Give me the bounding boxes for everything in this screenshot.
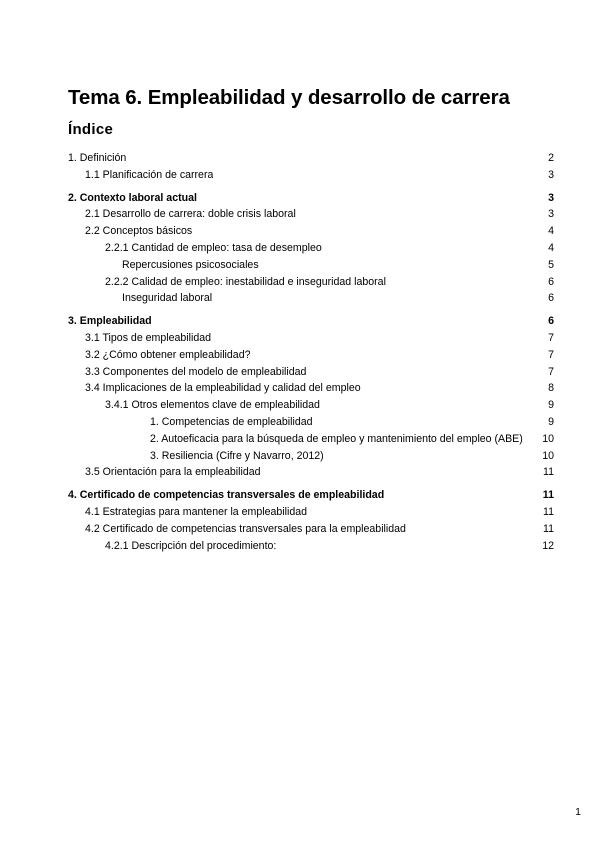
toc-entry[interactable] <box>68 538 554 555</box>
toc-entry-label[interactable]: 1. Definición <box>68 152 127 164</box>
toc-entry-page-number[interactable]: 7 <box>548 365 554 378</box>
toc-entry-label[interactable]: 3. Resiliencia (Cifre y Navarro, 2012) <box>150 449 324 462</box>
toc-entry-label[interactable]: 3.4.1 Otros elementos clave de empleabilidad <box>105 399 320 412</box>
toc-entry[interactable] <box>68 380 554 397</box>
toc-entry[interactable] <box>68 521 554 538</box>
toc-entry-label[interactable]: 2.1 Desarrollo de carrera: doble crisis laboral <box>85 208 296 221</box>
toc-entry[interactable] <box>68 206 554 223</box>
toc-entry-page-number[interactable]: 4 <box>548 225 554 238</box>
toc-entry[interactable] <box>68 330 554 347</box>
toc-entry[interactable] <box>68 313 554 330</box>
toc-entry-page-number[interactable]: 10 <box>542 432 554 445</box>
toc-entry-page-number[interactable]: 7 <box>548 348 554 361</box>
toc-entry-label[interactable]: 4.1 Estrategias para mantener la empleabilidad <box>85 505 308 518</box>
toc-entry-label[interactable]: 3.5 Orientación para la empleabilidad <box>85 466 261 479</box>
toc-entry[interactable] <box>68 190 554 207</box>
toc-entry-page-number[interactable]: 2 <box>548 152 554 164</box>
toc-entry-label[interactable]: 1.1 Planificación de carrera <box>85 168 214 181</box>
toc-entry-label[interactable]: 4.2.1 Descripción del procedimiento: <box>105 539 277 552</box>
toc-entry[interactable] <box>68 464 554 481</box>
page-number: 1 <box>575 806 581 818</box>
toc-entry-label[interactable]: Repercusiones psicosociales <box>122 258 259 271</box>
toc-entry-page-number[interactable]: 9 <box>548 399 554 412</box>
toc-entry[interactable] <box>68 167 554 184</box>
toc-entry-page-number[interactable]: 11 <box>543 522 554 535</box>
toc-entry-label[interactable]: 3.2 ¿Cómo obtener empleabilidad? <box>85 348 251 361</box>
toc-entry[interactable] <box>68 240 554 257</box>
toc-entry-page-number[interactable]: 6 <box>548 292 554 305</box>
toc-entry-page-number[interactable]: 12 <box>542 539 554 552</box>
toc-entry-page-number[interactable]: 8 <box>548 382 554 395</box>
toc-entry-page-number[interactable]: 3 <box>548 208 554 221</box>
toc-entry-page-number[interactable]: 3 <box>548 168 554 181</box>
toc-entry-page-number[interactable]: 5 <box>548 258 554 271</box>
toc-entry-label[interactable]: Inseguridad laboral <box>122 292 213 305</box>
toc-entry[interactable] <box>68 397 554 414</box>
toc-entry-label[interactable]: 3.4 Implicaciones de la empleabilidad y calidad del empleo <box>85 382 361 395</box>
index-heading: Índice <box>68 121 114 138</box>
toc-entry[interactable] <box>68 487 554 504</box>
toc-entry[interactable] <box>68 364 554 381</box>
toc-entry-page-number[interactable]: 6 <box>548 275 554 288</box>
toc-entry[interactable] <box>68 223 554 240</box>
toc-entry[interactable] <box>68 414 554 431</box>
toc-entry[interactable] <box>68 150 554 167</box>
toc-entry-label[interactable]: 2.2.2 Calidad de empleo: inestabilidad e inseguridad laboral <box>105 275 386 288</box>
toc-entry[interactable] <box>68 257 554 274</box>
toc-entry[interactable] <box>68 274 554 291</box>
toc-entry-page-number[interactable]: 9 <box>548 415 554 428</box>
toc-entry-label[interactable]: 3.3 Componentes del modelo de empleabilidad <box>85 365 307 378</box>
toc-entry-page-number[interactable]: 11 <box>543 505 554 518</box>
toc-entry-label[interactable]: 2. Contexto laboral actual <box>68 191 197 204</box>
toc-entry[interactable] <box>68 431 554 448</box>
toc-entry-label[interactable]: 3.1 Tipos de empleabilidad <box>85 331 212 344</box>
toc-entry-page-number[interactable]: 10 <box>542 449 554 462</box>
toc-entry-label[interactable]: 3. Empleabilidad <box>68 315 152 328</box>
toc-entry-label[interactable]: 1. Competencias de empleabilidad <box>150 415 313 428</box>
toc-entry-page-number[interactable]: 3 <box>548 191 554 204</box>
toc-entry-label[interactable]: 2. Autoeficacia para la búsqueda de empleo y mantenimiento del empleo (ABE) <box>150 432 523 445</box>
toc-entry-label[interactable]: 4. Certificado de competencias transversales de empleabilidad <box>68 489 385 502</box>
toc-entry[interactable] <box>68 290 554 307</box>
toc-entry[interactable] <box>68 504 554 521</box>
toc-entry-label[interactable]: 2.2.1 Cantidad de empleo: tasa de desempleo <box>105 241 322 254</box>
document-title: Tema 6. Empleabilidad y desarrollo de carrera <box>68 86 510 109</box>
toc-entry[interactable] <box>68 448 554 465</box>
toc-entry-page-number[interactable]: 7 <box>548 331 554 344</box>
table-of-contents <box>68 150 554 554</box>
toc-entry-page-number[interactable]: 6 <box>548 315 554 328</box>
toc-entry-page-number[interactable]: 4 <box>548 241 554 254</box>
toc-entry-page-number[interactable]: 11 <box>542 489 554 502</box>
toc-entry-label[interactable]: 4.2 Certificado de competencias transversales para la empleabilidad <box>85 522 406 535</box>
toc-entry-page-number[interactable]: 11 <box>543 466 554 479</box>
toc-entry[interactable] <box>68 347 554 364</box>
toc-entry-label[interactable]: 2.2 Conceptos básicos <box>85 225 193 238</box>
